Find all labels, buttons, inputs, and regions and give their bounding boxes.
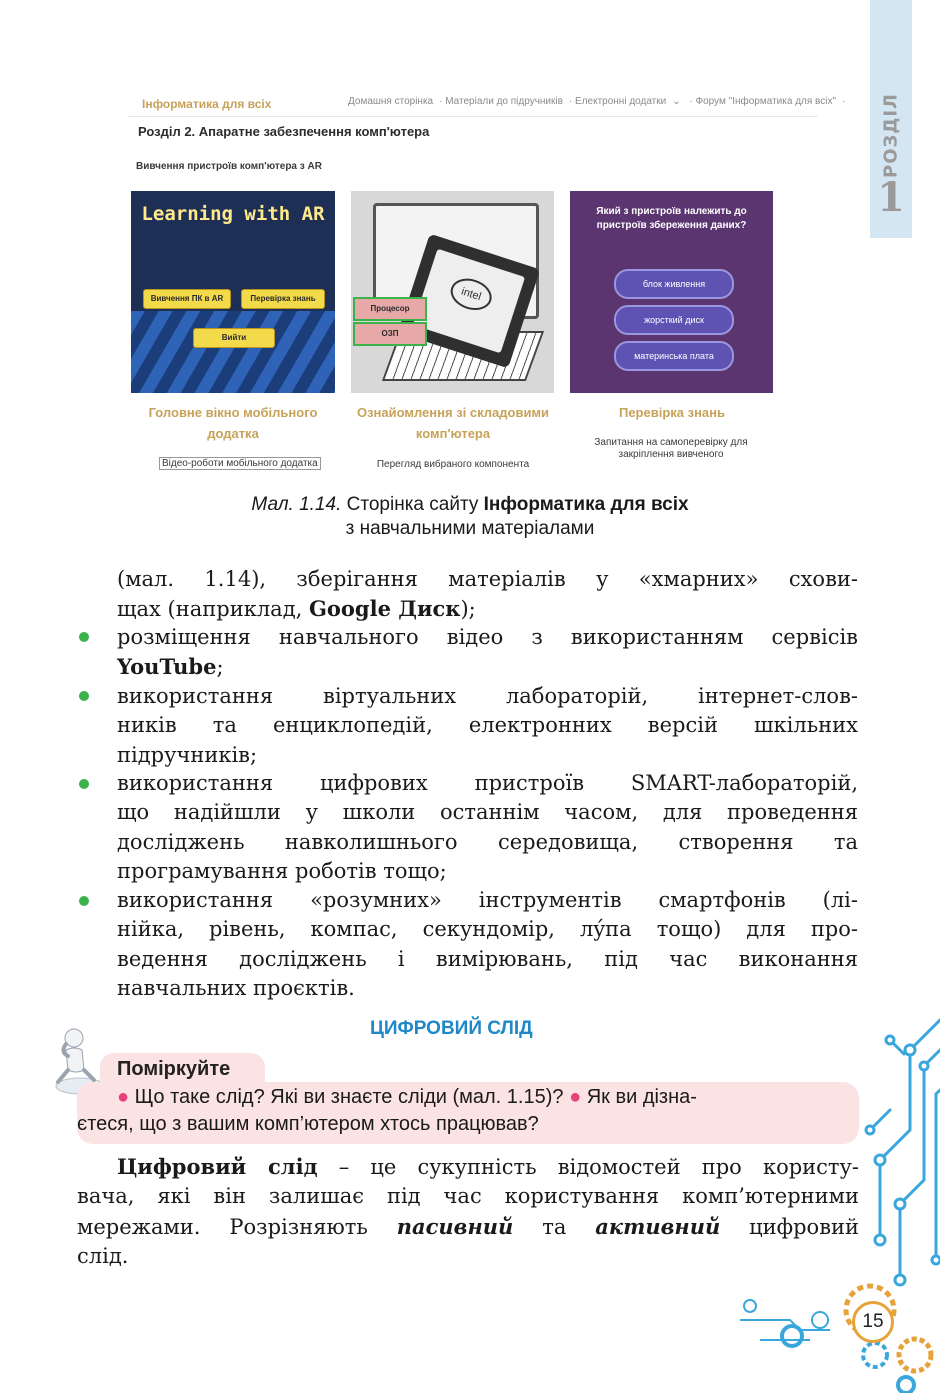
panel3-note: Запитання на самоперевірку для закріплення вивченого [594, 437, 748, 460]
ar-exit-button: Вийти [193, 328, 275, 348]
panel2-caption: Ознайомлення зі складовими комп'ютера [356, 405, 550, 441]
list-item: використання віртуальних лабораторій, інтернет-слов- ників та енциклопедій, електронних версій шкільних підручників; [117, 684, 858, 767]
bullet-icon [79, 779, 89, 789]
pink-bullet-icon: ● [569, 1086, 582, 1108]
quiz-option: материнська плата [614, 341, 734, 371]
list-item: використання «розумних» інструментів смартфонів (лі- нійка, рівень, компас, секундомір, лýпа тощо) для про- ведення досліджень і вимірювань, під час виконання навчальних проєктів. [117, 888, 858, 1000]
gears-decoration-icon [730, 1280, 940, 1393]
quiz-option: жорсткий диск [614, 305, 734, 335]
site-name: Інформатика для всіх [483, 494, 689, 515]
nav-item-apps: Електронні додатки [575, 96, 667, 107]
circuit-decoration-icon [860, 1010, 940, 1310]
nav-item-home: Домашня сторінка [348, 96, 434, 107]
panel-quiz [570, 191, 773, 393]
bullet-icon [79, 896, 89, 906]
pink-bullet-icon: ● [117, 1086, 130, 1108]
bullet-icon [79, 632, 89, 642]
section-heading: ЦИФРОВИЙ СЛІД [370, 1018, 533, 1039]
site-subtitle: Вивчення пристроїв комп'ютера з AR [136, 161, 322, 172]
think-label: Поміркуйте [117, 1058, 231, 1080]
figure-label: Мал. 1.14. [251, 494, 342, 515]
think-questions: ● Що таке слід? Які ви знаєте сліди (мал. 1.15)? ● Як ви дізна- єтеся, що з вашим комп’ютером хтось працював? [77, 1086, 697, 1135]
processor-button: Процесор [353, 297, 427, 321]
chevron-down-icon: ⌄ [672, 96, 681, 107]
panel3-caption: Перевірка знань [618, 405, 726, 420]
site-logo: Інформатика для всіх [142, 97, 272, 111]
figure-caption: Мал. 1.14. Сторінка сайту Інформатика для всіх з навчальними матеріалами [251, 494, 689, 539]
term: Цифровий слід [117, 1154, 318, 1179]
list-item: використання цифрових пристроїв SMART-лабораторій, що надійшли у школи останнім часом, для проведення досліджень навколишнього середовища, створення та програмування роботів тощо; [117, 771, 858, 883]
video-link: Відео-роботи мобільного додатка [159, 457, 321, 470]
nav-item-materials: Матеріали до підручників [445, 96, 563, 107]
page-number: 15 [852, 1301, 894, 1343]
site-nav: Домашня сторінка · Матеріали до підручників · Електронні додатки ⌄ · Форум "Інформатика для всіх" · [348, 96, 846, 107]
nav-item-forum: Форум "Інформатика для всіх" [695, 96, 837, 107]
site-divider [128, 116, 818, 117]
section-word: РОЗДІЛ [880, 93, 902, 179]
quiz-question: Який з пристроїв належить до пристроїв збереження даних? [596, 206, 747, 231]
ram-button: ОЗП [353, 322, 427, 346]
panel1-caption: Головне вікно мобільного додатка [148, 405, 318, 441]
ar-check-button: Перевірка знань [241, 289, 325, 309]
ar-heading: Learning with AR [141, 203, 325, 225]
panel-components [351, 191, 554, 393]
ar-floor-graphic [131, 311, 335, 393]
panel-ar-app [131, 191, 335, 393]
definition-paragraph: Цифровий слід – це сукупність відомостей про користу- вача, які він залишає під час користування комп’ютерними мережами. Розрізняють пасивний та активний цифровий слід. [77, 1154, 860, 1268]
intel-logo: intel [447, 274, 496, 316]
panel2-note: Перегляд вибраного компонента [376, 459, 530, 470]
list-item: розміщення навчального відео з використанням сервісів YouTube; [117, 625, 858, 680]
bullet-icon [79, 691, 89, 701]
quiz-option: блок живлення [614, 269, 734, 299]
ar-study-button: Вивчення ПК в AR [143, 289, 231, 309]
section-number: 1 [877, 174, 905, 221]
continuation-paragraph: (мал. 1.14), зберігання матеріалів у «хмарних» схови- щах (наприклад, Google Диск); [117, 567, 858, 622]
site-title: Розділ 2. Апаратне забезпечення комп'ютера [138, 124, 430, 139]
